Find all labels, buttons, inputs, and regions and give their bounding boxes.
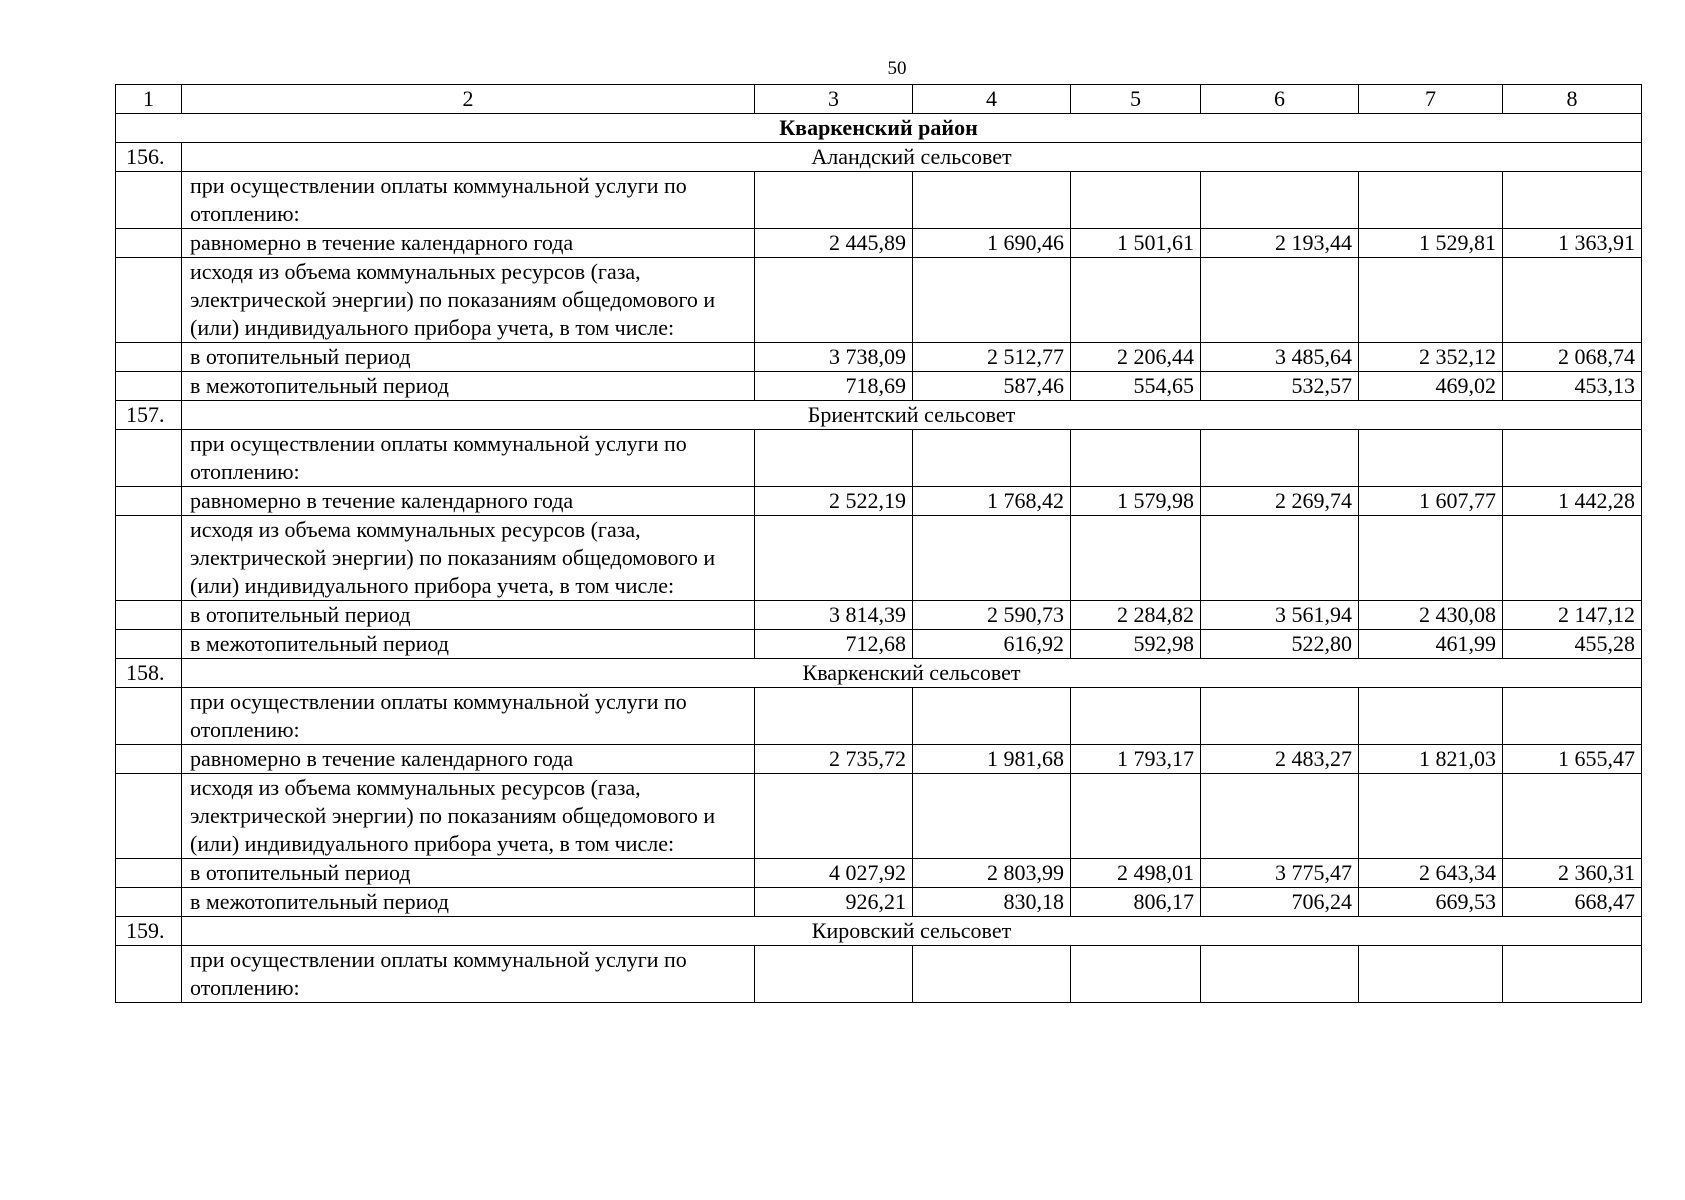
row-label: при осуществлении оплаты коммунальной услуги по отоплению: [182,688,755,745]
value-cell-col-4: 2 590,73 [913,601,1071,630]
table-row [116,487,1642,516]
row-index-cell [116,859,182,888]
row-index-cell [116,774,182,859]
value-cell-col-4: 1 690,46 [913,229,1071,258]
value-cell-col-8 [1503,516,1642,601]
row-label: равномерно в течение календарного года [182,745,755,774]
settlement-name: Кваркенский сельсовет [182,659,1642,688]
row-index-cell [116,601,182,630]
value-cell-col-5: 1 501,61 [1071,229,1201,258]
column-number-row [116,85,1642,114]
table-row [116,630,1642,659]
value-cell-col-8: 2 068,74 [1503,343,1642,372]
value-cell-col-6: 2 193,44 [1201,229,1359,258]
value-cell-col-6 [1201,516,1359,601]
row-index-cell [116,229,182,258]
settlement-header-row [116,659,1642,688]
settlement-name: Кировский сельсовет [182,917,1642,946]
row-label: при осуществлении оплаты коммунальной услуги по отоплению: [182,172,755,229]
value-cell-col-3 [755,172,913,229]
value-cell-col-5 [1071,516,1201,601]
value-cell-col-3: 712,68 [755,630,913,659]
value-cell-col-4 [913,688,1071,745]
row-index-cell [116,516,182,601]
value-cell-col-7 [1359,774,1503,859]
column-number-4: 4 [913,85,1071,114]
value-cell-col-4 [913,946,1071,1003]
value-cell-col-6 [1201,172,1359,229]
value-cell-col-3: 3 738,09 [755,343,913,372]
value-cell-col-8: 455,28 [1503,630,1642,659]
value-cell-col-5 [1071,258,1201,343]
row-label: в межотопительный период [182,888,755,917]
row-index-cell [116,745,182,774]
district-row [116,114,1642,143]
value-cell-col-5 [1071,430,1201,487]
value-cell-col-6: 706,24 [1201,888,1359,917]
value-cell-col-8 [1503,258,1642,343]
settlement-index: 159. [116,917,182,946]
value-cell-col-7 [1359,946,1503,1003]
value-cell-col-5: 592,98 [1071,630,1201,659]
value-cell-col-3 [755,946,913,1003]
value-cell-col-6: 3 561,94 [1201,601,1359,630]
settlement-index: 158. [116,659,182,688]
value-cell-col-6: 3 485,64 [1201,343,1359,372]
value-cell-col-6 [1201,774,1359,859]
row-index-cell [116,372,182,401]
value-cell-col-8 [1503,774,1642,859]
row-label: равномерно в течение календарного года [182,487,755,516]
value-cell-col-7 [1359,516,1503,601]
row-label: в отопительный период [182,601,755,630]
column-number-1: 1 [116,85,182,114]
value-cell-col-5 [1071,688,1201,745]
row-label: равномерно в течение календарного года [182,229,755,258]
row-index-cell [116,172,182,229]
table-row [116,258,1642,343]
value-cell-col-5 [1071,172,1201,229]
value-cell-col-5: 2 498,01 [1071,859,1201,888]
value-cell-col-4: 587,46 [913,372,1071,401]
table-row [116,688,1642,745]
value-cell-col-3 [755,258,913,343]
value-cell-col-4: 830,18 [913,888,1071,917]
column-number-6: 6 [1201,85,1359,114]
value-cell-col-8 [1503,688,1642,745]
value-cell-col-7: 669,53 [1359,888,1503,917]
table-row [116,229,1642,258]
district-title: Кваркенский район [116,114,1642,143]
column-number-3: 3 [755,85,913,114]
value-cell-col-8 [1503,430,1642,487]
value-cell-col-4: 1 768,42 [913,487,1071,516]
settlement-index: 156. [116,143,182,172]
value-cell-col-6 [1201,430,1359,487]
value-cell-col-6 [1201,258,1359,343]
table-row [116,859,1642,888]
value-cell-col-7 [1359,430,1503,487]
value-cell-col-6 [1201,688,1359,745]
value-cell-col-8 [1503,946,1642,1003]
column-number-8: 8 [1503,85,1642,114]
row-index-cell [116,946,182,1003]
table-row [116,430,1642,487]
row-label: исходя из объема коммунальных ресурсов (газа, электрической энергии) по показаниям общедомового и (или) индивидуального прибора учета, в том числе: [182,774,755,859]
tariff-table [115,84,1642,1003]
table-row [116,172,1642,229]
settlement-name: Бриентский сельсовет [182,401,1642,430]
value-cell-col-4 [913,774,1071,859]
value-cell-col-8: 453,13 [1503,372,1642,401]
value-cell-col-8: 2 360,31 [1503,859,1642,888]
value-cell-col-5: 1 793,17 [1071,745,1201,774]
value-cell-col-4 [913,258,1071,343]
row-label: в межотопительный период [182,630,755,659]
page-number: 50 [887,58,907,79]
value-cell-col-3: 2 735,72 [755,745,913,774]
settlement-header-row [116,401,1642,430]
table-row [116,745,1642,774]
value-cell-col-3: 718,69 [755,372,913,401]
row-index-cell [116,487,182,516]
column-number-7: 7 [1359,85,1503,114]
value-cell-col-7: 469,02 [1359,372,1503,401]
value-cell-col-4: 1 981,68 [913,745,1071,774]
value-cell-col-4 [913,516,1071,601]
value-cell-col-5: 1 579,98 [1071,487,1201,516]
value-cell-col-4 [913,172,1071,229]
value-cell-col-4: 616,92 [913,630,1071,659]
value-cell-col-5 [1071,774,1201,859]
column-number-5: 5 [1071,85,1201,114]
value-cell-col-7 [1359,172,1503,229]
value-cell-col-4: 2 512,77 [913,343,1071,372]
column-number-2: 2 [182,85,755,114]
row-label: при осуществлении оплаты коммунальной услуги по отоплению: [182,946,755,1003]
row-index-cell [116,688,182,745]
table-row [116,601,1642,630]
row-index-cell [116,343,182,372]
value-cell-col-6: 532,57 [1201,372,1359,401]
value-cell-col-3: 3 814,39 [755,601,913,630]
value-cell-col-5: 2 284,82 [1071,601,1201,630]
value-cell-col-8: 1 363,91 [1503,229,1642,258]
value-cell-col-6: 2 483,27 [1201,745,1359,774]
value-cell-col-4: 2 803,99 [913,859,1071,888]
value-cell-col-4 [913,430,1071,487]
value-cell-col-5: 806,17 [1071,888,1201,917]
settlement-index: 157. [116,401,182,430]
value-cell-col-7: 2 643,34 [1359,859,1503,888]
value-cell-col-6: 3 775,47 [1201,859,1359,888]
settlement-header-row [116,917,1642,946]
row-label: при осуществлении оплаты коммунальной услуги по отоплению: [182,430,755,487]
table-row [116,774,1642,859]
value-cell-col-3 [755,516,913,601]
value-cell-col-7: 461,99 [1359,630,1503,659]
row-label: в межотопительный период [182,372,755,401]
value-cell-col-3: 2 522,19 [755,487,913,516]
row-index-cell [116,630,182,659]
value-cell-col-7: 2 430,08 [1359,601,1503,630]
tariff-table-body [116,85,1642,1003]
settlement-name: Аландский сельсовет [182,143,1642,172]
value-cell-col-3: 926,21 [755,888,913,917]
value-cell-col-8: 1 442,28 [1503,487,1642,516]
value-cell-col-6: 522,80 [1201,630,1359,659]
value-cell-col-7 [1359,688,1503,745]
row-label: исходя из объема коммунальных ресурсов (газа, электрической энергии) по показаниям общедомового и (или) индивидуального прибора учета, в том числе: [182,516,755,601]
value-cell-col-6 [1201,946,1359,1003]
value-cell-col-7: 1 529,81 [1359,229,1503,258]
table-row [116,516,1642,601]
value-cell-col-5: 2 206,44 [1071,343,1201,372]
row-index-cell [116,258,182,343]
value-cell-col-6: 2 269,74 [1201,487,1359,516]
value-cell-col-5: 554,65 [1071,372,1201,401]
value-cell-col-7: 1 821,03 [1359,745,1503,774]
value-cell-col-7 [1359,258,1503,343]
row-label: исходя из объема коммунальных ресурсов (газа, электрической энергии) по показаниям общедомового и (или) индивидуального прибора учета, в том числе: [182,258,755,343]
value-cell-col-3 [755,774,913,859]
value-cell-col-7: 1 607,77 [1359,487,1503,516]
value-cell-col-3 [755,430,913,487]
row-index-cell [116,430,182,487]
value-cell-col-8: 2 147,12 [1503,601,1642,630]
value-cell-col-7: 2 352,12 [1359,343,1503,372]
value-cell-col-3: 4 027,92 [755,859,913,888]
settlement-header-row [116,143,1642,172]
value-cell-col-3 [755,688,913,745]
row-index-cell [116,888,182,917]
table-row [116,946,1642,1003]
row-label: в отопительный период [182,859,755,888]
table-row [116,888,1642,917]
table-row [116,343,1642,372]
value-cell-col-3: 2 445,89 [755,229,913,258]
value-cell-col-5 [1071,946,1201,1003]
value-cell-col-8 [1503,172,1642,229]
value-cell-col-8: 1 655,47 [1503,745,1642,774]
value-cell-col-8: 668,47 [1503,888,1642,917]
row-label: в отопительный период [182,343,755,372]
table-row [116,372,1642,401]
